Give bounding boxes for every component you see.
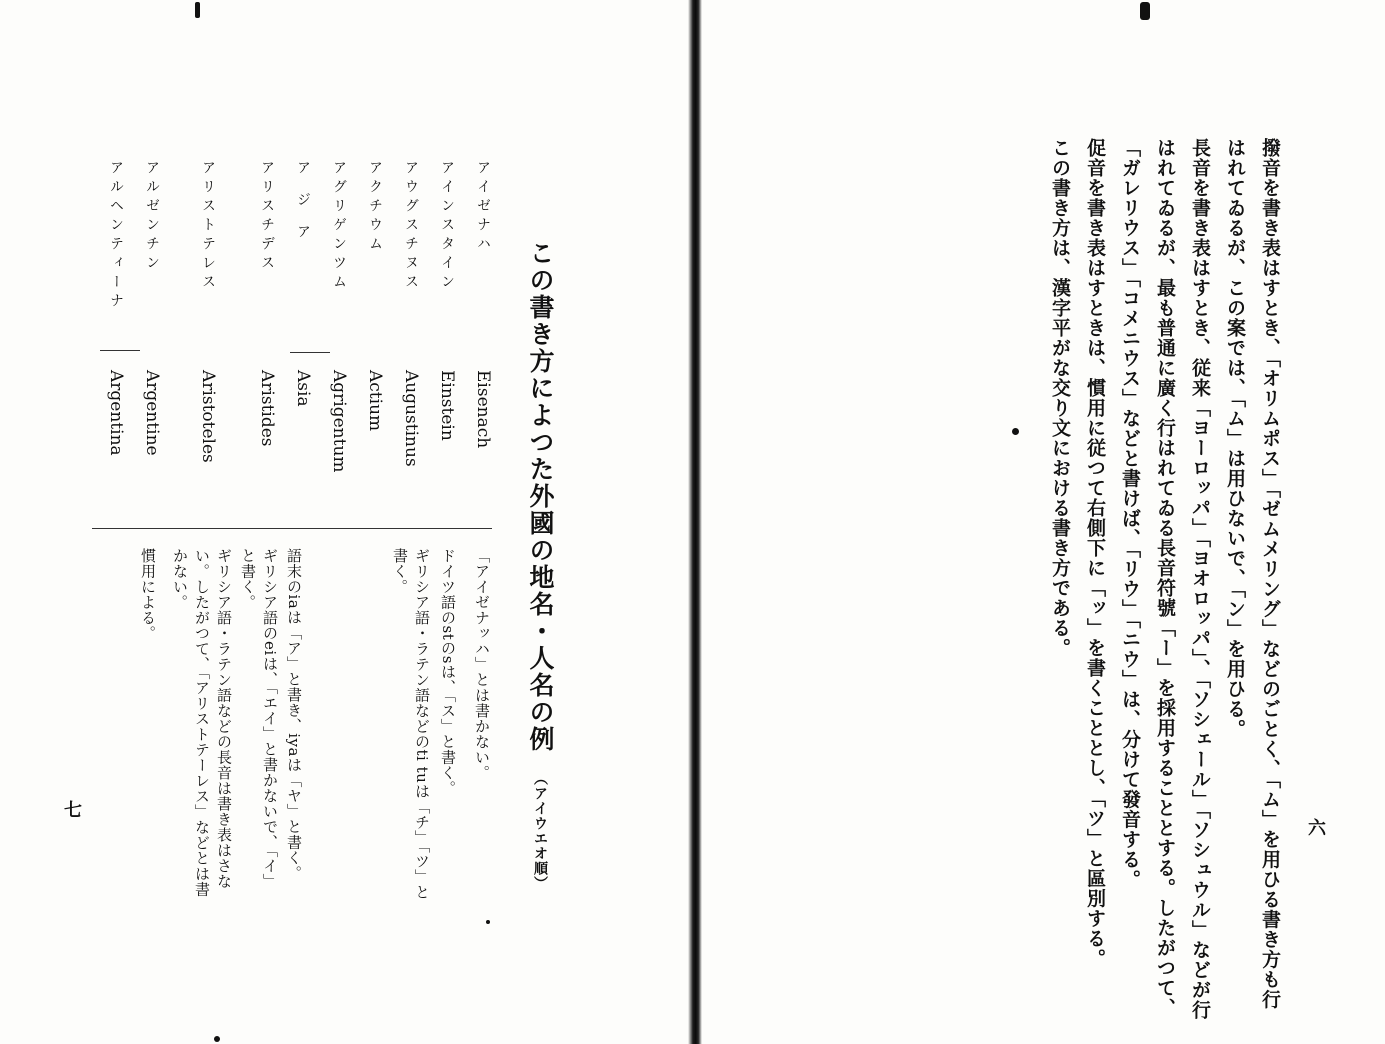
heading-note: （アイウエオ順） (532, 771, 548, 891)
example-kana-9: アルゼンチン (144, 160, 160, 274)
page-number-left: 七 (61, 800, 82, 818)
example-kana-3: アウグスチヌス (403, 160, 419, 293)
page-number-right: 六 (1305, 818, 1326, 836)
example-latin-4: Actium (365, 370, 385, 432)
example-kana-1: アイゼナハ (475, 160, 491, 255)
body-line-3: 長音を書き表はすとき、従来「ヨーロッパ」「ヨオロッパ」、「ソシェール」「ソシュウル」などが行 (1189, 138, 1211, 1020)
scan-speck (195, 2, 200, 18)
right-page (700, 0, 1385, 1044)
example-latin-10: Argentina (106, 370, 126, 456)
body-line-2: はれてゐるが、この案では、「ム」は用ひないで、「ン」を用ひる。 (1224, 138, 1246, 739)
body-line-6: 促音を書き表はすときは、慣用に従つて右側下に「ッ」を書くこととし、「ツ」と區別する。 (1084, 138, 1106, 969)
example-kana-5: アグリゲンツム (331, 160, 347, 293)
example-latin-1: Eisenach (473, 370, 493, 449)
note-9: い。したがつて、「アリストテーレス」などとは書 (193, 548, 211, 897)
scan-speck (1012, 428, 1019, 435)
note-5: 語末のiaは「ア」と書き、iyaは「ヤ」と書く。 (285, 548, 303, 881)
body-line-5: 「ガレリウス」「コメニウス」などと書けば、「リウ」「ニウ」は、分けて發音する。 (1119, 138, 1141, 890)
note-4: 書く。 (391, 548, 409, 595)
left-page (0, 0, 692, 1044)
example-latin-7: Aristides (257, 370, 277, 447)
scan-speck (1140, 2, 1150, 20)
note-6: ギリシア語のeiは、「エイ」と書かないで、「イ」 (261, 548, 279, 889)
example-latin-3: Augustinus (401, 370, 421, 467)
scan-speck (486, 920, 490, 924)
note-8: ギリシア語・ラテン語などの長音は書き表はさな (215, 548, 233, 889)
note-10: かない。 (171, 548, 189, 610)
note-3: ギリシア語・ラテン語などのti tuは「チ」「ツ」と (413, 548, 431, 900)
scan-speck (214, 1036, 220, 1042)
example-kana-6: アジア (295, 160, 311, 256)
example-kana-7: アリスチデス (259, 160, 275, 274)
note-7: と書く。 (239, 548, 257, 610)
heading-text: この書き方によつた外國の地名・人名の例 (526, 240, 555, 753)
note-1: 「アイゼナッハ」とは書かない。 (473, 548, 491, 781)
example-latin-9: Argentine (142, 370, 162, 456)
body-line-1: 撥音を書き表はすとき、「オリムポス」「ゼムメリング」などのごとく、「ム」を用ひる書き方も行 (1259, 138, 1281, 1010)
body-line-7: この書き方は、漢字平がな交り文における書き方である。 (1049, 138, 1071, 658)
example-latin-6: Asia (293, 370, 313, 407)
dash-rule (100, 350, 140, 351)
example-latin-2: Einstein (437, 370, 457, 441)
notes-divider (92, 528, 492, 529)
example-latin-5: Agrigentum (329, 370, 349, 473)
example-kana-10: アルヘンティーナ (108, 160, 124, 312)
body-line-4: はれてゐるが、最も普通に廣く行はれてゐる長音符號「ー」を採用することとする。したがつて、 (1154, 138, 1176, 1018)
example-kana-8: アリストテレス (200, 160, 216, 293)
section-heading (528, 240, 553, 891)
example-kana-2: アインスタイン (439, 160, 455, 293)
note-2: ドイツ語のstのsは、「ス」と書く。 (439, 548, 457, 796)
example-latin-8: Aristoteles (198, 370, 218, 463)
example-kana-4: アクチウム (367, 160, 383, 255)
dash-rule (290, 352, 330, 353)
note-11: 慣用による。 (139, 548, 157, 641)
